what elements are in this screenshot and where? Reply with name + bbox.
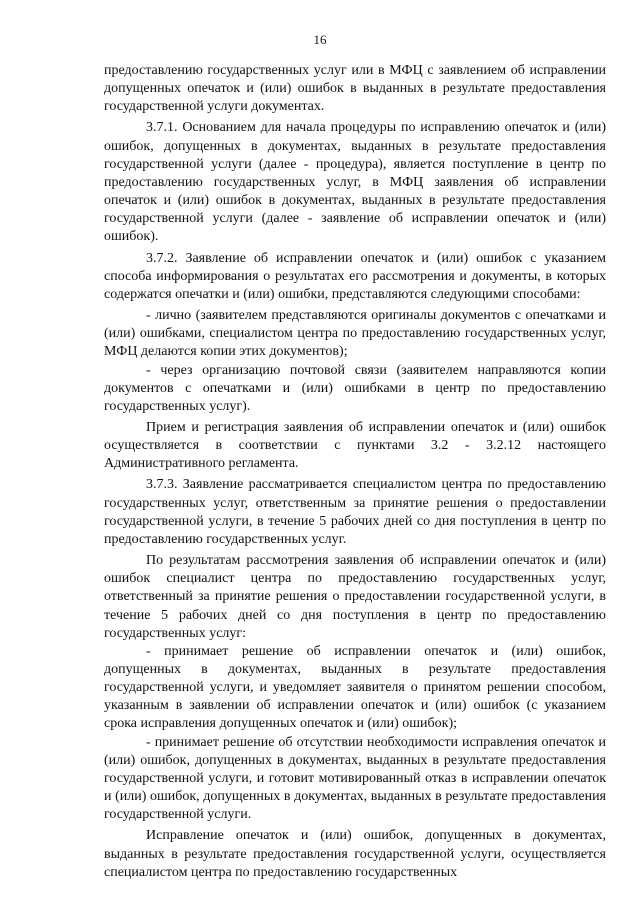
list-item-by-post: - через организацию почтовой связи (заявителем направляются копии документов с опечатками и (или) ошибками в центр по предоставлению государственных услуг). bbox=[104, 362, 606, 414]
document-body bbox=[104, 62, 606, 882]
list-item-correction-decision: - принимает решение об исправлении опечаток и (или) ошибок, допущенных в документах, выданных в результате предоставления государственной услуги, и уведомляет заявителя о принятом решении способом, указанным в заявлении об исправлении опечаток и (или) ошибок (с указанием срока исправления допущенных опечаток и (или) ошибок); bbox=[104, 643, 606, 732]
paragraph-review-results: По результатам рассмотрения заявления об исправлении опечаток и (или) ошибок специалист центра по предоставлению государственных услуг, ответственный за принятие решения о предоставлении государственной услуги, в течение 5 рабочих дней со дня поступления в центр по предоставлению государственных услуг: bbox=[104, 553, 606, 641]
paragraph-3-7-2: 3.7.2. Заявление об исправлении опечаток и (или) ошибок с указанием способа информирования о результатах его рассмотрения и документы, в которых содержатся опечатки и (или) ошибки, представляются следующими способами: bbox=[104, 250, 606, 302]
list-item-in-person: - лично (заявителем представляются оригиналы документов с опечатками и (или) ошибками, специалистом центра по предоставлению государственных услуг, МФЦ делаются копии этих документов); bbox=[104, 308, 606, 360]
paragraph-registration: Прием и регистрация заявления об исправлении опечаток и (или) ошибок осуществляется в соответствии с пунктами 3.2 - 3.2.12 настоящего Административного регламента. bbox=[104, 419, 606, 472]
list-item-refusal-decision: - принимает решение об отсутствии необходимости исправления опечаток и (или) ошибок, допущенных в документах, выданных в результате предоставления государственной услуги, и готовит мотивированный отказ в исправлении опечаток и (или) ошибок, допущенных в документах, выданных в результате предоставления государственной услуги. bbox=[104, 734, 606, 823]
paragraph-correction-performed: Исправление опечаток и (или) ошибок, допущенных в документах, выданных в результате предоставления государственной услуги, осуществляется специалистом центра по предоставлению государственных bbox=[104, 828, 606, 880]
paragraph-continuation: предоставлению государственных услуг или в МФЦ с заявлением об исправлении допущенных опечаток и (или) ошибок в выданных в результате предоставления государственной услуги документах. bbox=[104, 63, 606, 115]
paragraph-3-7-3: 3.7.3. Заявление рассматривается специалистом центра по предоставлению государственных услуг, ответственным за принятие решения о предоставлении государственной услуги, в течение 5 рабочих дней со дня поступления в центр по предоставлению государственных услуг. bbox=[104, 477, 606, 547]
paragraph-3-7-1: 3.7.1. Основанием для начала процедуры по исправлению опечаток и (или) ошибок, допущенных в документах, выданных в результате предоставления государственной услуги (далее - процедура), является поступление в центр по предоставлению государственных услуг, в МФЦ заявления об исправлении опечаток и (или) ошибок в документах, выданных в результате предоставления государственной услуги (далее - заявление об исправлении опечаток и (или) ошибок). bbox=[104, 120, 606, 245]
page-number: 16 bbox=[313, 32, 327, 47]
